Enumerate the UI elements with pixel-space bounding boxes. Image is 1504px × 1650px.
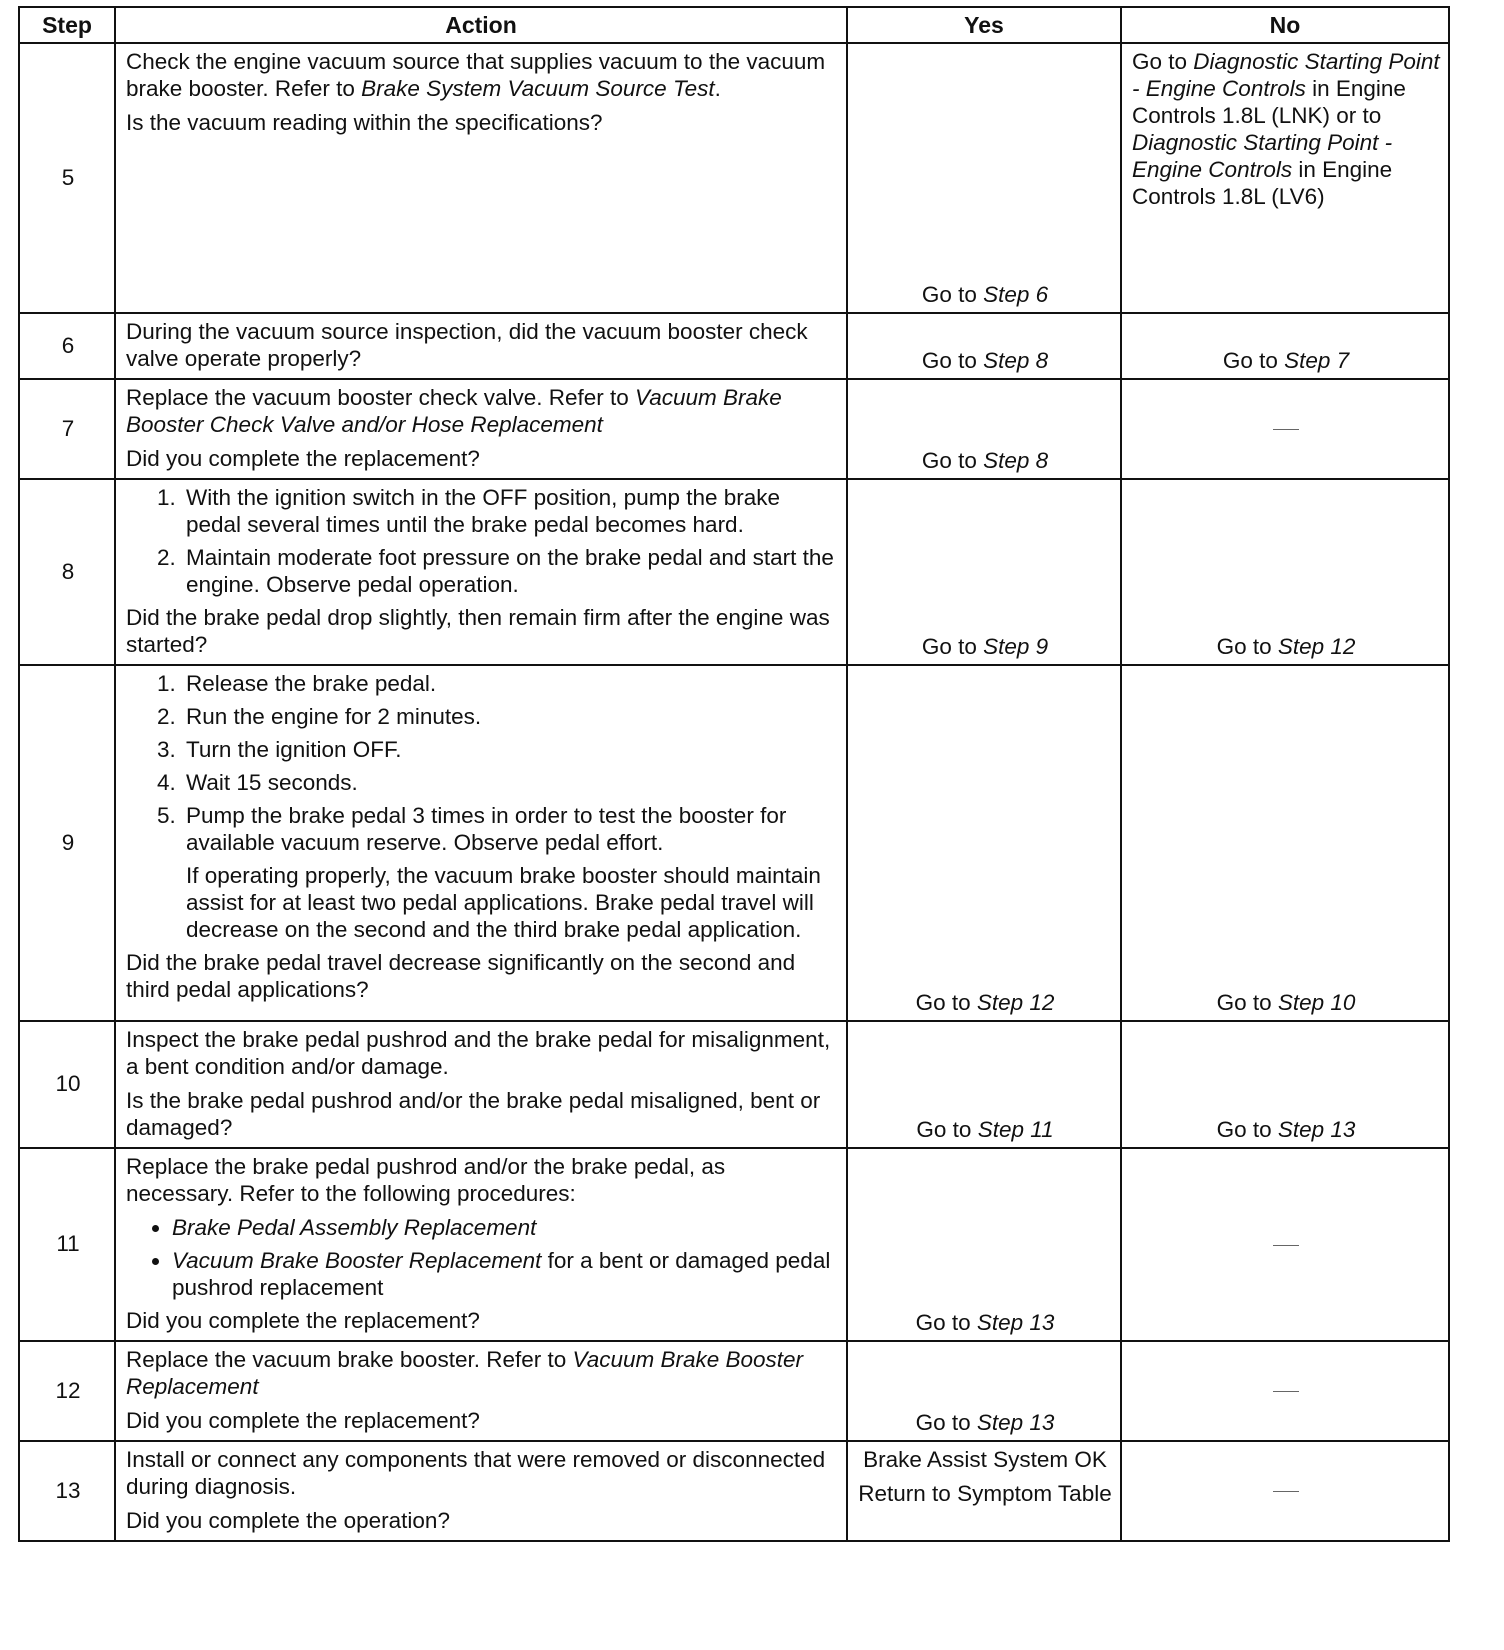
table-row-step-8 bbox=[19, 479, 1449, 665]
header-action: Action bbox=[115, 7, 847, 43]
reference-link[interactable]: Brake System Vacuum Source Test bbox=[361, 76, 715, 101]
table-row-step-13 bbox=[19, 1441, 1449, 1541]
action-cell bbox=[115, 1441, 847, 1541]
header-step: Step bbox=[19, 7, 115, 43]
yes-cell: Go to Step 8 bbox=[847, 313, 1121, 379]
reference-link[interactable]: Brake Pedal Assembly Replacement bbox=[172, 1215, 537, 1240]
yes-cell: Go to Step 11 bbox=[847, 1021, 1121, 1148]
list-item: 1. With the ignition switch in the OFF position, pump the brake pedal several times until the brake pedal becomes hard. bbox=[182, 484, 838, 538]
goto-step-link[interactable]: Step 8 bbox=[983, 348, 1049, 373]
procedure-list bbox=[126, 670, 838, 856]
step-number: 9 bbox=[19, 665, 115, 1021]
return-link[interactable]: Return to Symptom Table bbox=[858, 1481, 1112, 1506]
yes-cell: Go to Step 13 bbox=[847, 1341, 1121, 1441]
goto-step-link[interactable]: Step 13 bbox=[1277, 1117, 1356, 1142]
step-number: 11 bbox=[19, 1148, 115, 1341]
table-row-step-9 bbox=[19, 665, 1449, 1021]
action-cell bbox=[115, 665, 847, 1021]
step-number: 7 bbox=[19, 379, 115, 479]
yes-cell: Go to Step 12 bbox=[847, 665, 1121, 1021]
diagnostic-table bbox=[18, 6, 1450, 1542]
goto-step-link[interactable]: Step 12 bbox=[976, 990, 1055, 1015]
no-action-dash bbox=[1273, 429, 1299, 430]
yes-cell: Go to Step 8 bbox=[847, 379, 1121, 479]
table-row-step-12 bbox=[19, 1341, 1449, 1441]
action-text: Replace the vacuum booster check valve. Refer to Vacuum Brake Booster Check Valve and/or Hose Replacement bbox=[126, 385, 782, 437]
no-cell: Go to Diagnostic Starting Point - Engine Controls in Engine Controls 1.8L (LNK) or to Diagnostic Starting Point - Engine Controls in Engine Controls 1.8L (LV6) bbox=[1121, 43, 1449, 313]
list-item: • Vacuum Brake Booster Replacement for a bent or damaged pedal pushrod replacement bbox=[172, 1247, 838, 1301]
action-text: Install or connect any components that were removed or disconnected during diagnosis. bbox=[126, 1447, 826, 1499]
action-text: Replace the brake pedal pushrod and/or the brake pedal, as necessary. Refer to the following procedures: bbox=[126, 1154, 726, 1206]
question-text: Is the brake pedal pushrod and/or the brake pedal misaligned, bent or damaged? bbox=[126, 1088, 821, 1140]
goto-step-link[interactable]: Step 9 bbox=[983, 634, 1049, 659]
no-cell: Go to Step 10 bbox=[1121, 665, 1449, 1021]
yes-cell bbox=[847, 1441, 1121, 1541]
reference-link[interactable]: Diagnostic Starting Point - Engine Controls bbox=[1132, 130, 1393, 182]
list-item: 2. Run the engine for 2 minutes. bbox=[182, 703, 838, 730]
no-cell bbox=[1121, 379, 1449, 479]
no-action-dash bbox=[1273, 1245, 1299, 1246]
no-action-dash bbox=[1273, 1491, 1299, 1492]
goto-step-link[interactable]: Step 8 bbox=[983, 448, 1049, 473]
action-cell bbox=[115, 1021, 847, 1148]
list-item: 2. Maintain moderate foot pressure on the brake pedal and start the engine. Observe pedal operation. bbox=[182, 544, 838, 598]
yes-cell: Go to Step 6 bbox=[847, 43, 1121, 313]
reference-link[interactable]: Vacuum Brake Booster Replacement bbox=[172, 1248, 542, 1273]
no-cell: Go to Step 7 bbox=[1121, 313, 1449, 379]
yes-cell: Go to Step 13 bbox=[847, 1148, 1121, 1341]
no-cell bbox=[1121, 1341, 1449, 1441]
list-item: 4. Wait 15 seconds. bbox=[182, 769, 838, 796]
question-text: During the vacuum source inspection, did the vacuum booster check valve operate properly? bbox=[126, 319, 808, 371]
reference-link[interactable]: Vacuum Brake Booster Check Valve and/or Hose Replacement bbox=[126, 385, 782, 437]
reference-link[interactable]: Vacuum Brake Booster Replacement bbox=[126, 1347, 804, 1399]
step-number: 10 bbox=[19, 1021, 115, 1148]
step-number: 12 bbox=[19, 1341, 115, 1441]
step-number: 5 bbox=[19, 43, 115, 313]
table-row-step-6 bbox=[19, 313, 1449, 379]
action-cell bbox=[115, 313, 847, 379]
header-row bbox=[19, 7, 1449, 43]
action-cell bbox=[115, 379, 847, 479]
question-text: Did the brake pedal travel decrease significantly on the second and third pedal applications? bbox=[126, 950, 796, 1002]
action-cell bbox=[115, 1341, 847, 1441]
question-text: Is the vacuum reading within the specifications? bbox=[126, 110, 603, 135]
goto-step-link[interactable]: Step 6 bbox=[983, 282, 1049, 307]
action-cell bbox=[115, 43, 847, 313]
question-text: Did you complete the replacement? bbox=[126, 1308, 480, 1333]
table-row-step-5 bbox=[19, 43, 1449, 313]
goto-step-link[interactable]: Step 7 bbox=[1284, 348, 1350, 373]
no-cell bbox=[1121, 1148, 1449, 1341]
header-yes: Yes bbox=[847, 7, 1121, 43]
step-number: 8 bbox=[19, 479, 115, 665]
list-item: 1. Release the brake pedal. bbox=[182, 670, 838, 697]
procedure-list bbox=[126, 484, 838, 598]
no-cell: Go to Step 12 bbox=[1121, 479, 1449, 665]
header-no: No bbox=[1121, 7, 1449, 43]
action-text: Replace the vacuum brake booster. Refer to Vacuum Brake Booster Replacement bbox=[126, 1347, 804, 1399]
question-text: Did you complete the operation? bbox=[126, 1508, 450, 1533]
step-number: 13 bbox=[19, 1441, 115, 1541]
goto-step-link[interactable]: Step 10 bbox=[1277, 990, 1356, 1015]
table-row-step-7 bbox=[19, 379, 1449, 479]
action-text: Inspect the brake pedal pushrod and the brake pedal for misalignment, a bent condition and/or damage. bbox=[126, 1027, 831, 1079]
question-text: Did the brake pedal drop slightly, then remain firm after the engine was started? bbox=[126, 605, 830, 657]
list-item bbox=[172, 1214, 838, 1241]
action-text: Check the engine vacuum source that supplies vacuum to the vacuum brake booster. Refer to Brake System Vacuum Source Test. bbox=[126, 49, 826, 101]
action-cell bbox=[115, 479, 847, 665]
list-item: 5. Pump the brake pedal 3 times in order to test the booster for available vacuum reserve. Observe pedal effort. bbox=[182, 802, 838, 856]
no-action-dash bbox=[1273, 1391, 1299, 1392]
reference-link[interactable]: Diagnostic Starting Point - Engine Controls bbox=[1132, 49, 1440, 101]
goto-step-link[interactable]: Step 13 bbox=[976, 1410, 1055, 1435]
table-row-step-11 bbox=[19, 1148, 1449, 1341]
procedure-bullets bbox=[126, 1214, 838, 1301]
table-row-step-10 bbox=[19, 1021, 1449, 1148]
procedure-note: If operating properly, the vacuum brake booster should maintain assist for at least two pedal applications. Brake pedal travel will decrease on the second and the third brake pedal application. bbox=[186, 863, 821, 942]
yes-cell: Go to Step 9 bbox=[847, 479, 1121, 665]
list-item: 3. Turn the ignition OFF. bbox=[182, 736, 838, 763]
question-text: Did you complete the replacement? bbox=[126, 1408, 480, 1433]
step-number: 6 bbox=[19, 313, 115, 379]
no-cell: Go to Step 13 bbox=[1121, 1021, 1449, 1148]
action-cell bbox=[115, 1148, 847, 1341]
goto-step-link[interactable]: Step 11 bbox=[977, 1117, 1054, 1142]
no-cell bbox=[1121, 1441, 1449, 1541]
goto-step-link[interactable]: Step 13 bbox=[976, 1310, 1055, 1335]
question-text: Did you complete the replacement? bbox=[126, 446, 480, 471]
goto-step-link[interactable]: Step 12 bbox=[1277, 634, 1356, 659]
result-text: Brake Assist System OK bbox=[863, 1447, 1107, 1472]
